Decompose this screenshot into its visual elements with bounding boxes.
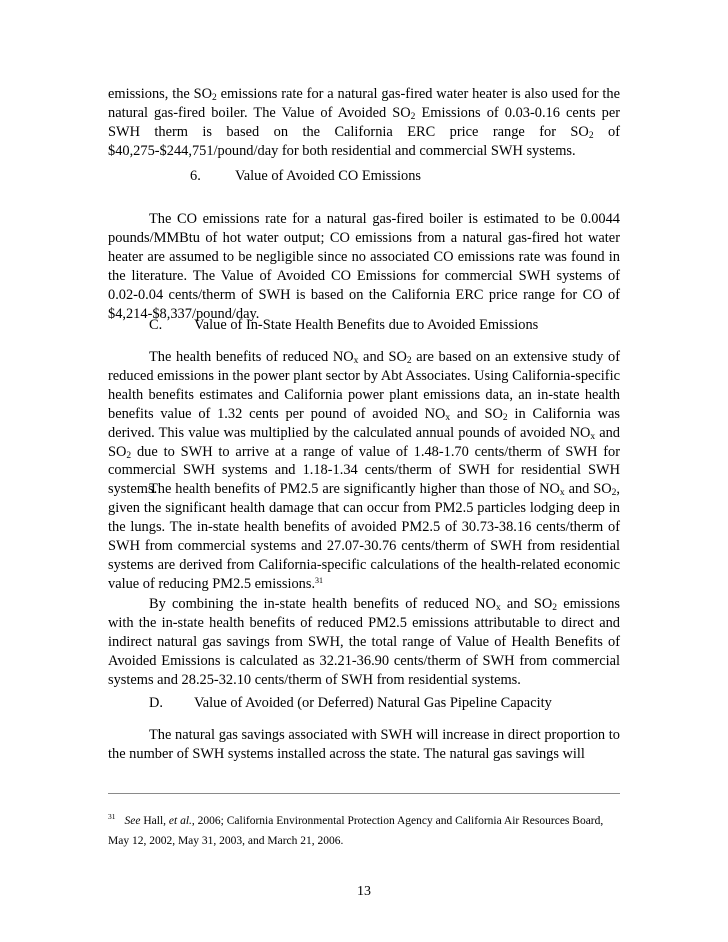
paragraph-co-emissions: The CO emissions rate for a natural gas-fired boiler is estimated to be 0.0044 pounds/MMBtu of hot water output; CO emissions from a natural gas-fired hot water heater are assumed to be negligible since no associated CO emissions rate was found in the literature. The Value of Avoided CO Emissions for commercial SWH systems of 0.02-0.04 cents/therm of SWH is based on the California ERC price range for CO of $4,214-$8,337/pound/day. (108, 211, 620, 322)
paragraph-so2-value: emissions, the $SO_2$ emissions rate for a natural gas-fired water heater is also used for the natural gas-fired boiler. The Value of Avoided $SO_2$ Emissions of 0.03-0.16 cents per SWH therm is based on the California ERC price range for $SO_2$ of $40,275-$244,751/pound/day for both residential and commercial SWH systems. (108, 86, 621, 159)
page-number: 13 (357, 884, 371, 899)
heading-number: C. (149, 317, 163, 333)
heading-number: 6. (190, 168, 201, 184)
section-heading-d (108, 694, 620, 713)
paragraph-pipeline-capacity: The natural gas savings associated with SWH will increase in direct proportion to the number of SWH systems installed across the state. The natural gas savings will (108, 727, 620, 762)
heading-number: D. (149, 695, 163, 711)
heading-title: Value of Avoided (or Deferred) Natural Gas Pipeline Capacity (194, 695, 552, 711)
heading-title: Value of Avoided CO Emissions (235, 168, 422, 184)
footnote-divider (108, 793, 620, 794)
section-heading-c (108, 316, 620, 335)
footnote-number: 31 (108, 812, 116, 821)
paragraph-health-benefits: The health benefits of reduced $NO_x$ and $SO_2$ are based on an extensive study of reduced emissions in the power plant sector by Abt Associates. Using California-specific health benefits estimates and California power plant emissions data, an in-state health benefits value of 1.32 cents per pound of avoided $NO_x$ and $SO_2$ in California was derived. This value was multiplied by the calculated annual pounds of avoided $NO_x$ and $SO_2$ due to SWH to arrive at a range of value of 1.48-1.70 cents/therm of SWH for commercial SWH systems and 1.18-1.34 cents/therm of SWH for residential SWH systems. (108, 349, 621, 498)
footnote-31: $^{31}$ See Hall, et al., 2006; California Environmental Protection Agency and California Air Resources Board, May 12, 2002, May 31, 2003, and March 21, 2006. (108, 812, 604, 847)
paragraph-total-health-value: By combining the in-state health benefits of reduced $NO_x$ and $SO_2$ emissions with the in-state health benefits of reduced PM2.5 emissions attributable to direct and indirect natural gas savings from SWH, the total range of Value of Health Benefits of Avoided Emissions is calculated as 32.21-36.90 cents/therm of SWH from commercial systems and 28.25-32.10 cents/therm of SWH from residential systems. (108, 596, 620, 688)
section-heading-6 (108, 167, 620, 186)
heading-title: Value of In-State Health Benefits due to Avoided Emissions (194, 317, 539, 333)
paragraph-pm25-benefits: The health benefits of PM2.5 are significantly higher than those of $NO_x$ and $SO_2$, given the significant health damage that can occur from PM2.5 particles lodging deep in the lungs. The in-state health benefits of avoided PM2.5 of 30.73-38.16 cents/therm of SWH from commercial systems and 27.07-30.76 cents/therm of SWH from residential systems are derived from California-specific calculations of the health-related economic value of reducing PM2.5 emissions.$^{31}$ (108, 481, 620, 592)
footnote-reference[interactable]: 31 (315, 575, 324, 585)
